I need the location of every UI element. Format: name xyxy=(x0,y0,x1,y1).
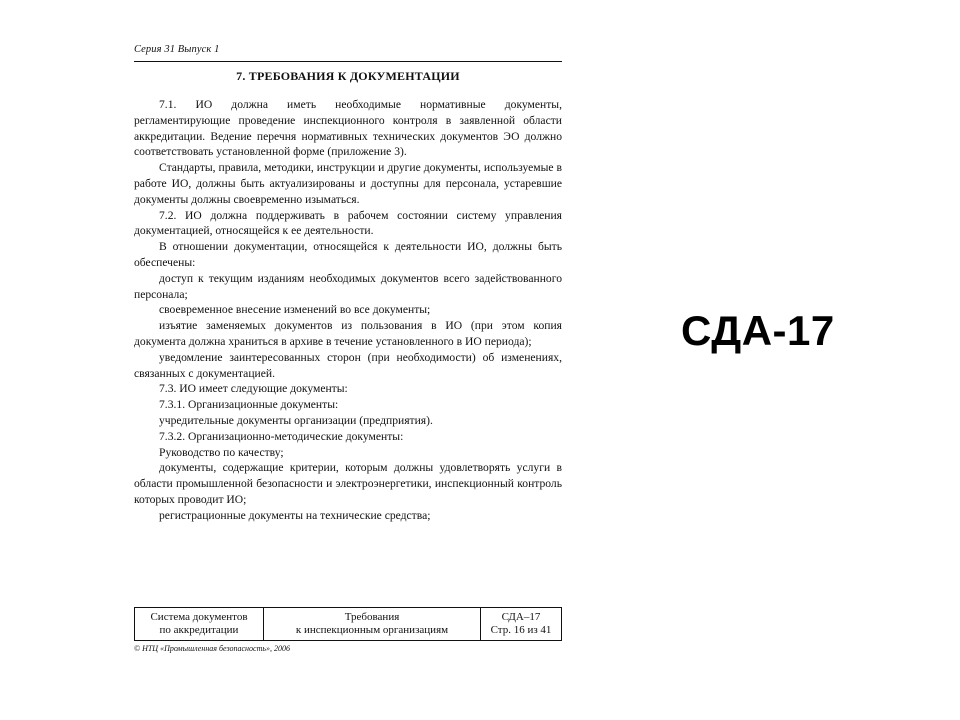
header-rule xyxy=(134,61,562,62)
paragraph: своевременное внесение изменений во все документы; xyxy=(159,303,431,317)
footer-requirements-line1: Требования xyxy=(344,611,400,623)
document-footer-table xyxy=(134,607,562,641)
paragraph: 7.3.2. Организационно-методические документы: xyxy=(159,429,404,443)
document-body xyxy=(134,97,562,524)
paragraph: 7.1. ИО должна иметь необходимые нормативные документы, регламентирующие проведение инспекционного контроля в заявленной области аккредитации. Ведение перечня нормативных технических документов ЭО должно соответствовать установленной форме (приложение 3). xyxy=(134,98,562,159)
paragraph: 7.3.1. Организационные документы: xyxy=(159,398,339,412)
footer-code-cell xyxy=(481,608,562,641)
paragraph: регистрационные документы на технические средства; xyxy=(159,508,431,522)
paragraph: В отношении документации, относящейся к деятельности ИО, должны быть обеспечены: xyxy=(134,240,562,269)
document-code-heading: СДА-17 xyxy=(681,307,835,354)
paragraph: доступ к текущим изданиям необходимых документов всего задействованного персонала; xyxy=(134,271,562,301)
paragraph: 7.2. ИО должна поддерживать в рабочем состоянии систему управления документацией, относящейся к ее деятельности. xyxy=(134,208,562,238)
document-page xyxy=(134,40,564,670)
paragraph: уведомление заинтересованных сторон (при необходимости) об изменениях, связанных с документацией. xyxy=(134,350,562,380)
footer-system-line1: Система документов xyxy=(150,611,248,623)
paragraph: Стандарты, правила, методики, инструкции и другие документы, используемые в работе ИО, должны быть актуализированы и доступны для персонала, устаревшие документы должны своевременно изыматься. xyxy=(134,161,562,206)
footer-code-line1: СДА–17 xyxy=(501,611,541,623)
copyright-notice: © НТЦ «Промышленная безопасность», 2006 xyxy=(134,644,290,653)
footer-system-cell xyxy=(135,608,264,641)
footer-requirements-cell xyxy=(264,608,481,641)
paragraph: изъятие заменяемых документов из пользования в ИО (при этом копия документа должна храниться в архиве в течение установленного в ИО периода); xyxy=(134,319,562,348)
footer-system-line2: по аккредитации xyxy=(159,624,239,636)
footer-requirements-line2: к инспекционным организациям xyxy=(295,624,449,636)
paragraph: учредительные документы организации (предприятия). xyxy=(159,413,433,427)
paragraph: документы, содержащие критерии, которым должны удовлетворять услуги в области промышленной безопасности и электроэнергетики, инспекционный контроль которых проводит ИО; xyxy=(134,461,562,506)
footer-page-number: Стр. 16 из 41 xyxy=(490,624,552,636)
paragraph: Руководство по качеству; xyxy=(159,445,284,459)
series-header: Серия 31 Выпуск 1 xyxy=(134,44,220,55)
section-title: 7. ТРЕБОВАНИЯ К ДОКУМЕНТАЦИИ xyxy=(236,69,460,83)
paragraph: 7.3. ИО имеет следующие документы: xyxy=(159,382,348,396)
